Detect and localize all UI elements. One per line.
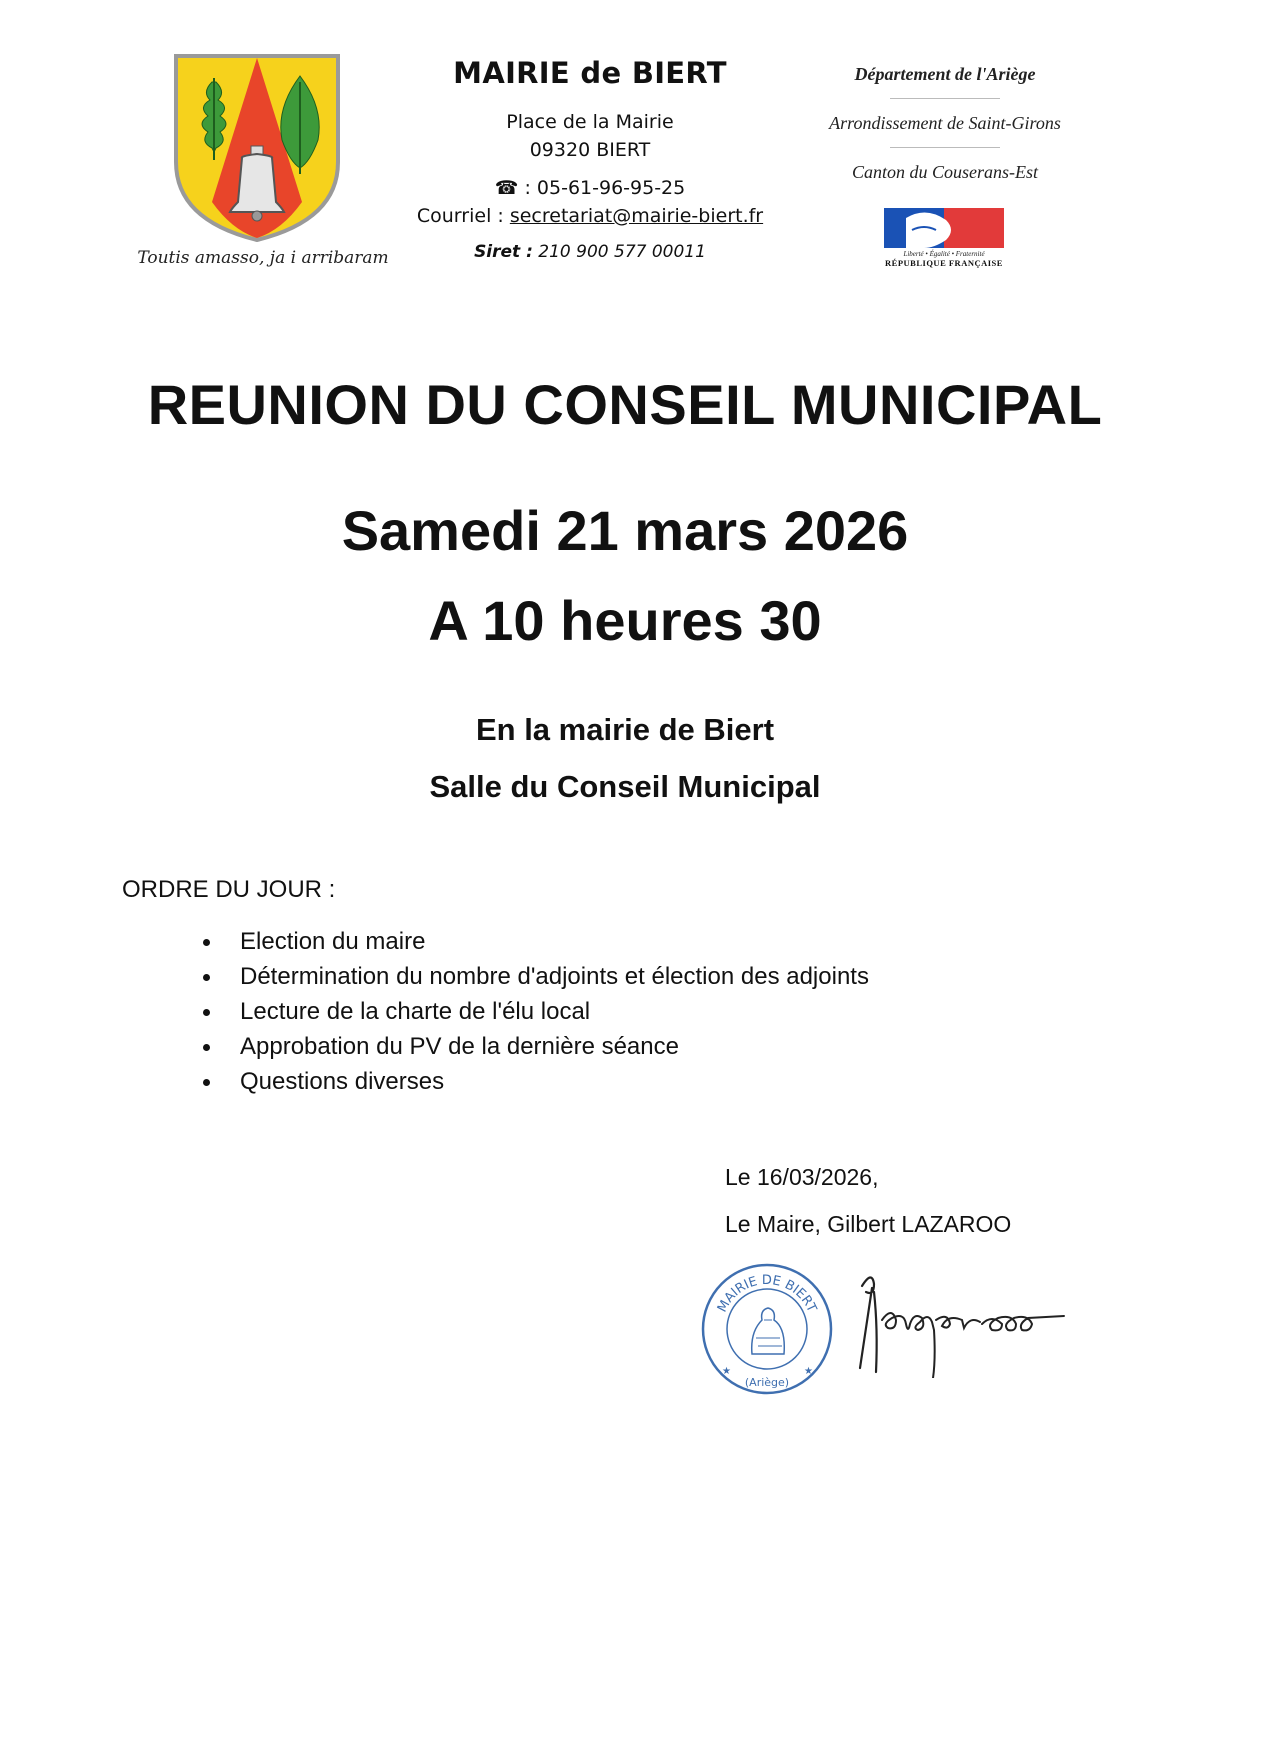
canton: Canton du Couserans-Est bbox=[851, 162, 1038, 182]
email-line bbox=[400, 202, 780, 230]
coat-of-arms-icon bbox=[172, 52, 342, 244]
meeting-date: Samedi 21 mars 2026 bbox=[341, 499, 909, 562]
department-block bbox=[800, 64, 1090, 183]
meeting-room: Salle du Conseil Municipal bbox=[429, 769, 821, 804]
address-line: Place de la Mairie bbox=[506, 111, 674, 133]
siret-number: 210 900 577 00011 bbox=[532, 242, 706, 262]
svg-text:★: ★ bbox=[722, 1366, 731, 1377]
tricolor-flag-icon bbox=[884, 208, 1004, 248]
page-title: REUNION DU CONSEIL MUNICIPAL bbox=[147, 373, 1103, 436]
postal-line: 09320 BIERT bbox=[529, 139, 651, 161]
official-stamp-icon bbox=[700, 1262, 834, 1396]
agenda-label: ORDRE DU JOUR : bbox=[122, 876, 336, 903]
phone-line bbox=[400, 174, 780, 202]
signature-date: Le 16/03/2026, bbox=[725, 1164, 879, 1190]
meeting-place: En la mairie de Biert bbox=[475, 712, 775, 747]
siret-label: Siret : bbox=[474, 242, 533, 262]
divider bbox=[890, 98, 1000, 99]
siret-line bbox=[400, 238, 780, 266]
list-item: Election du maire bbox=[200, 924, 869, 959]
mairie-title: MAIRIE de BIERT bbox=[453, 56, 727, 90]
list-item: Détermination du nombre d'adjoints et élection des adjoints bbox=[200, 959, 869, 994]
list-item: Lecture de la charte de l'élu local bbox=[200, 994, 869, 1029]
handwritten-signature bbox=[852, 1268, 1072, 1378]
arrondissement: Arrondissement de Saint-Girons bbox=[829, 113, 1061, 133]
email-link[interactable]: secretariat@mairie-biert.fr bbox=[509, 205, 764, 227]
meeting-time: A 10 heures 30 bbox=[428, 589, 822, 652]
svg-text:★: ★ bbox=[804, 1366, 813, 1377]
telephone-icon: ☎ bbox=[494, 177, 519, 199]
signatory-name: Le Maire, Gilbert LAZAROO bbox=[725, 1211, 1012, 1237]
motto: Toutis amasso, ja i arribaram bbox=[137, 248, 389, 268]
svg-text:MAIRIE DE BIERT: MAIRIE DE BIERT bbox=[714, 1272, 820, 1315]
agenda-list bbox=[200, 924, 869, 1099]
email-label: Courriel : bbox=[416, 205, 510, 227]
divider bbox=[890, 147, 1000, 148]
svg-text:(Ariège): (Ariège) bbox=[744, 1376, 790, 1389]
list-item: Questions diverses bbox=[200, 1064, 869, 1099]
marianne-logo bbox=[884, 208, 1004, 268]
mairie-header bbox=[400, 56, 780, 266]
republique-francaise: RÉPUBLIQUE FRANÇAISE bbox=[885, 258, 1003, 268]
phone-number: : 05-61-96-95-25 bbox=[524, 177, 686, 199]
department-name: Département de l'Ariège bbox=[854, 64, 1036, 84]
republic-motto: Liberté • Égalité • Fraternité bbox=[903, 250, 985, 258]
list-item: Approbation du PV de la dernière séance bbox=[200, 1029, 869, 1064]
